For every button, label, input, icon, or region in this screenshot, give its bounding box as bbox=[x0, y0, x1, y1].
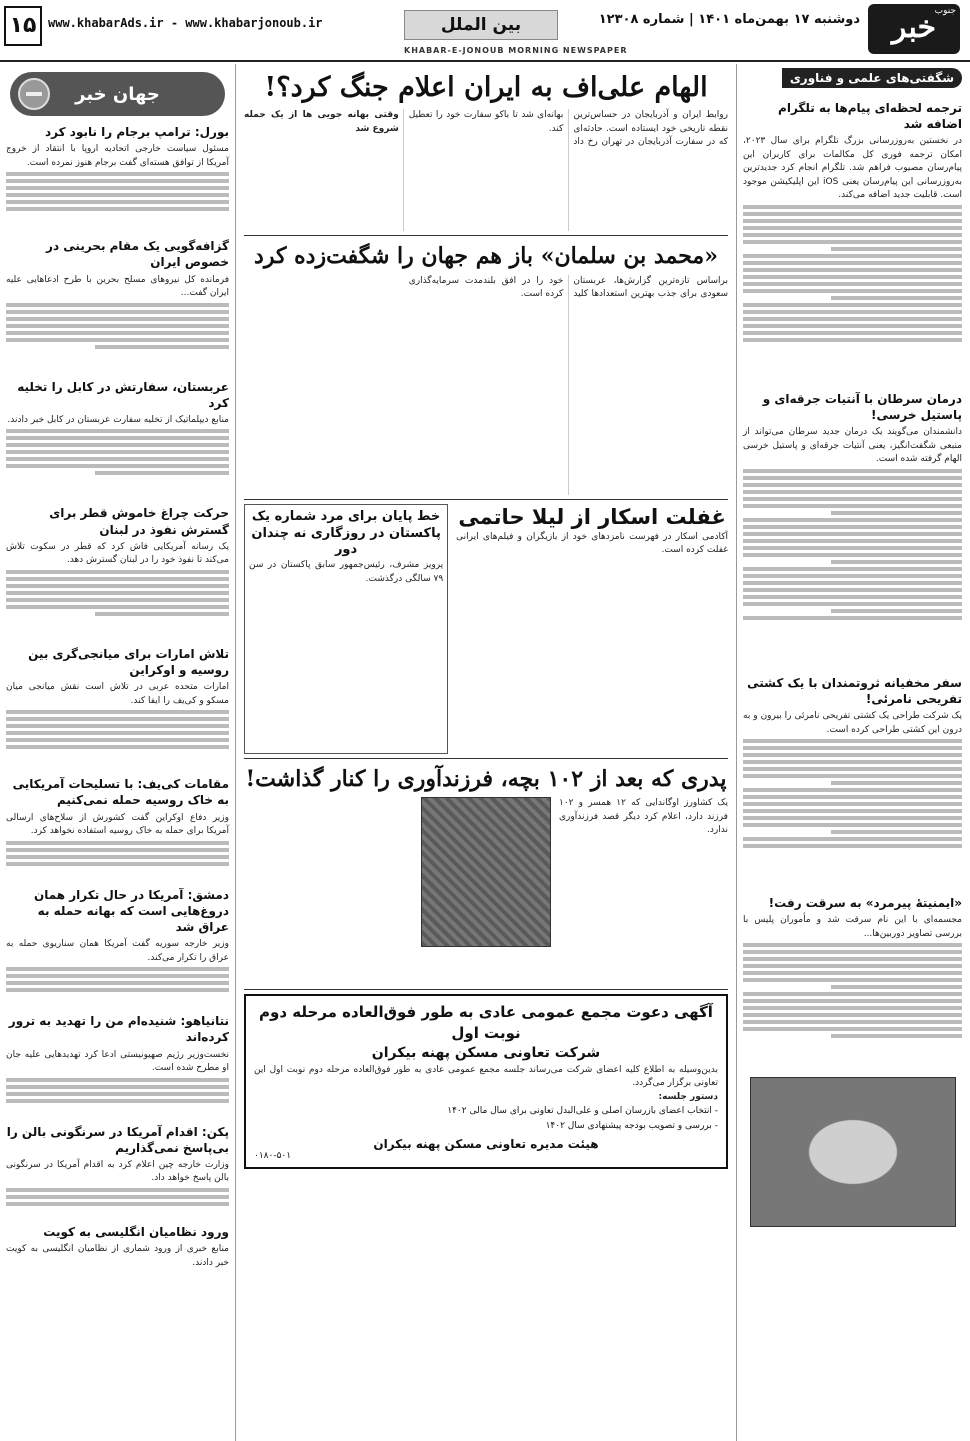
text-line bbox=[743, 303, 962, 307]
text-line bbox=[743, 219, 962, 223]
divider bbox=[244, 758, 728, 759]
text-line bbox=[6, 745, 229, 749]
text-line bbox=[6, 570, 229, 574]
middle-column bbox=[244, 64, 728, 1441]
text-line bbox=[6, 591, 229, 595]
story5-headline: پدری که بعد از ۱۰۲ بچه، فرزندآوری را کنار گذاشت! bbox=[245, 765, 727, 792]
text-line bbox=[6, 967, 229, 971]
paper-name-en: KHABAR-E-JONOUB MORNING NEWSPAPER bbox=[404, 46, 628, 55]
text-line bbox=[6, 724, 229, 728]
text-line bbox=[6, 717, 229, 721]
text-line bbox=[831, 511, 962, 515]
text-line bbox=[6, 710, 229, 714]
text-line bbox=[743, 574, 962, 578]
ad-title: آگهی دعوت مجمع عمومی عادی به طور فوق‌العاده مرحله دوم نوبت اول bbox=[259, 1003, 713, 1043]
ad-intro: بدین‌وسیله به اطلاع کلیه اعضای شرکت می‌رساند جلسه مجمع عمومی عادی به طور فوق‌العاده مرحله دوم نوبت اول این تعاونی برگزار می‌گردد. bbox=[254, 1064, 718, 1089]
news-lead: وزیر خارجه سوریه گفت آمریکا همان سناریوی حمله به عراق را تکرار می‌کند. bbox=[6, 939, 229, 963]
text-line bbox=[743, 844, 962, 848]
news-title: پکن: اقدام آمریکا در سرنگونی بالن را بی‌پاسخ نمی‌گذاریم bbox=[6, 1124, 229, 1155]
text-line bbox=[6, 1188, 229, 1192]
story3-lead: آکادمی اسکار در فهرست نامزدهای خود از بازیگران و فیلم‌های ایرانی غفلت کرده است. bbox=[456, 531, 728, 556]
text-line bbox=[6, 1078, 229, 1082]
news-title: بورل: ترامپ برجام را نابود کرد bbox=[45, 125, 229, 139]
left-column bbox=[6, 64, 236, 1441]
ad-signature: هیئت مدیره تعاونی مسکن پهنه بیکران bbox=[373, 1137, 599, 1152]
text-line bbox=[743, 971, 962, 975]
article-lead: در نخستین به‌روزرسانی بزرگ تلگرام برای سال ۲۰۲۳، امکان ترجمه فوری کل مکالمات برای کاربران این پیام‌رسان مصیوب فراهم شد. تلگرام انجام کرد جدیدترین به‌روزرسانی این پیام‌رسان یعنی iOS این اپلیکیشن موجود است. قابلیت جدید اضافه می‌کند. bbox=[743, 136, 962, 201]
article-lead: یک شرکت طراحی یک کشتی تفریحی نامرئی را بیرون و به درون این کشتی طراحی کرده است. bbox=[743, 711, 962, 735]
text-line bbox=[743, 532, 962, 536]
globe-icon bbox=[18, 78, 50, 110]
text-line bbox=[743, 518, 962, 522]
ad-code: ۰۱۸۰-۵۰۱ bbox=[254, 1151, 292, 1162]
story5-row bbox=[244, 797, 728, 985]
news-lead: امارات متحده عربی در تلاش است نقش میانجی میان مسکو و کی‌یف را ایفا کند. bbox=[6, 682, 229, 706]
text-line bbox=[6, 457, 229, 461]
text-line bbox=[743, 739, 962, 743]
text-line bbox=[6, 310, 229, 314]
news-lead: یک رسانه آمریکایی فاش کرد که قطر در سکوت تلاش می‌کند تا نفوذ خود را در لبنان گسترش دهد. bbox=[6, 541, 229, 566]
text-line bbox=[743, 205, 962, 209]
story1-lead: روابط ایران و آذربایجان در حساس‌ترین نقطه تاریخی خود ایستاده است. حادثه‌ای که در سفارت آذربایجان در تهران رخ داد بهانه‌ای شد تا باکو سفارت خود را تعطیل کند. bbox=[408, 110, 728, 148]
text-line bbox=[6, 731, 229, 735]
news-lead: مسئول سیاست خارجی اتحادیه اروپا با انتقاد از خروج آمریکا از توافق هسته‌ای گفت برجام هنوز نمرده است. bbox=[6, 144, 229, 168]
text-line bbox=[6, 577, 229, 581]
text-line bbox=[6, 436, 229, 440]
text-line bbox=[6, 855, 229, 859]
text-line bbox=[6, 584, 229, 588]
text-line bbox=[95, 471, 229, 475]
text-line bbox=[743, 746, 962, 750]
text-line bbox=[6, 1195, 229, 1199]
text-line bbox=[95, 612, 229, 616]
text-line bbox=[6, 200, 229, 204]
ad-agenda-item: - انتخاب اعضای بازرسان اصلی و علی‌البدل تعاونی برای سال مالی ۱۴۰۲ bbox=[447, 1106, 718, 1117]
text-line bbox=[743, 767, 962, 771]
text-line bbox=[743, 616, 962, 620]
news-lead: فرمانده کل نیروهای مسلح بحرین با طرح ادعاهایی علیه ایران گفت... bbox=[6, 274, 229, 299]
story2-headline: «محمد بن سلمان» باز هم جهان را شگفت‌زده کرد bbox=[254, 243, 718, 270]
ad-agenda-item: - بررسی و تصویب بودجه پیشنهادی سال ۱۴۰۲ bbox=[545, 1120, 718, 1131]
divider bbox=[244, 499, 728, 500]
text-line bbox=[6, 207, 229, 211]
story4 bbox=[244, 504, 448, 754]
logo-text: خبر bbox=[891, 10, 937, 45]
text-line bbox=[743, 226, 962, 230]
text-line bbox=[743, 240, 962, 244]
text-line bbox=[831, 560, 962, 564]
notice-ad bbox=[244, 994, 728, 1169]
text-line bbox=[743, 795, 962, 799]
page-number: ۱۵ bbox=[4, 6, 42, 46]
family-photo bbox=[421, 797, 551, 947]
main-headline: الهام علی‌اف به ایران اعلام جنگ کرد؟! bbox=[264, 72, 708, 103]
news-title: گزافه‌گویی یک مقام بحرینی در خصوص ایران bbox=[46, 239, 229, 270]
story2-body bbox=[244, 275, 728, 495]
text-line bbox=[743, 497, 962, 501]
text-line bbox=[831, 781, 962, 785]
text-line bbox=[743, 483, 962, 487]
story1-body bbox=[244, 109, 728, 231]
text-line bbox=[743, 539, 962, 543]
ad-agenda-label: دستور جلسه: bbox=[658, 1091, 718, 1102]
text-line bbox=[743, 581, 962, 585]
news-body-text bbox=[6, 965, 229, 1005]
science-section-tag: شگفتی‌های علمی و فناوری bbox=[782, 68, 962, 88]
right-column bbox=[736, 64, 962, 1441]
text-line bbox=[6, 1099, 229, 1103]
news-body-text bbox=[6, 427, 229, 497]
text-line bbox=[6, 172, 229, 176]
issue-line: دوشنبه ۱۷ بهمن‌ماه ۱۴۰۱ | شماره ۱۲۳۰۸ bbox=[598, 12, 860, 27]
text-line bbox=[6, 303, 229, 307]
site-urls[interactable]: www.khabarAds.ir - www.khabarjonoub.ir bbox=[48, 16, 323, 30]
article-body-text bbox=[743, 467, 962, 667]
text-line bbox=[6, 981, 229, 985]
text-line bbox=[6, 1202, 229, 1206]
story2-lead: براساس تازه‌ترین گزارش‌ها، عربستان سعودی برای جذب بهترین استعدادها کلید خود را در افق بلند‌مدت سرمایه‌گذاری کرده است. bbox=[408, 275, 728, 300]
text-line bbox=[6, 443, 229, 447]
text-line bbox=[743, 802, 962, 806]
text-line bbox=[743, 1020, 962, 1024]
story5-text bbox=[559, 797, 728, 985]
text-line bbox=[743, 602, 962, 606]
news-title: حرکت چراغ خاموش قطر برای گسترش نفوذ در لبنان bbox=[49, 506, 229, 537]
article-title: سفر مخفیانه ثروتمندان با یک کشتی تفریحی نامرئی! bbox=[747, 675, 962, 706]
text-line bbox=[743, 289, 962, 293]
news-lead: منابع دیپلماتیک از تخلیه سفارت عربستان در کابل خبر دادند. bbox=[7, 414, 229, 425]
text-line bbox=[831, 1034, 962, 1038]
text-line bbox=[6, 450, 229, 454]
text-line bbox=[6, 186, 229, 190]
text-line bbox=[743, 261, 962, 265]
news-body-text bbox=[6, 301, 229, 371]
text-line bbox=[743, 1013, 962, 1017]
text-line bbox=[6, 324, 229, 328]
text-line bbox=[831, 247, 962, 251]
article-body-text bbox=[743, 941, 962, 1071]
news-lead: نخست‌وزیر رژیم صهیونیستی ادعا کرد تهدیدهایی علیه جان او مطرح شده است. bbox=[6, 1049, 229, 1073]
text-line bbox=[743, 324, 962, 328]
text-line bbox=[743, 1006, 962, 1010]
text-line bbox=[6, 841, 229, 845]
text-line bbox=[743, 546, 962, 550]
text-line bbox=[743, 957, 962, 961]
text-line bbox=[743, 476, 962, 480]
logo-small-text: جنوب bbox=[934, 6, 956, 16]
masthead bbox=[0, 0, 970, 62]
text-line bbox=[743, 992, 962, 996]
news-title: دمشق: آمریکا در حال تکرار همان دروغ‌هایی است که بهانه حمله به عراق شد bbox=[33, 887, 229, 934]
text-line bbox=[6, 179, 229, 183]
text-line bbox=[743, 774, 962, 778]
text-line bbox=[743, 964, 962, 968]
story1-box-title: وقتی بهانه جویی ها از یک حمله شروع شد bbox=[244, 110, 399, 134]
text-line bbox=[743, 816, 962, 820]
article-title: «ایمنیتهٔ پیرمرد» به سرقت رفت! bbox=[768, 896, 962, 911]
text-line bbox=[743, 525, 962, 529]
story4-headline: خط پایان برای مرد شماره یک پاکستان در روزگاری نه چندان دور bbox=[251, 508, 441, 558]
text-line bbox=[743, 567, 962, 571]
text-line bbox=[743, 504, 962, 508]
text-line bbox=[743, 943, 962, 947]
text-line bbox=[6, 988, 229, 992]
story3-4-row bbox=[244, 504, 728, 754]
text-line bbox=[743, 760, 962, 764]
ad-subtitle: شرکت تعاونی مسکن پهنه بیکران bbox=[371, 1045, 601, 1062]
article-lead: مجسمه‌ای با این نام سرقت شد و مأموران پلیس با بررسی تصاویر دوربین‌ها... bbox=[743, 915, 962, 939]
text-line bbox=[743, 823, 962, 827]
text-line bbox=[6, 974, 229, 978]
text-line bbox=[743, 254, 962, 258]
news-title: مقامات کی‌یف: با تسلیحات آمریکایی به خاک روسیه حمله نمی‌کنیم bbox=[12, 777, 229, 808]
text-line bbox=[6, 429, 229, 433]
text-line bbox=[743, 268, 962, 272]
text-line bbox=[743, 588, 962, 592]
text-line bbox=[743, 338, 962, 342]
news-body-text bbox=[6, 1076, 229, 1116]
text-line bbox=[743, 282, 962, 286]
news-title: ورود نظامیان انگلیسی به کویت bbox=[43, 1224, 229, 1239]
text-line bbox=[6, 738, 229, 742]
article-body-text bbox=[743, 737, 962, 887]
text-line bbox=[831, 985, 962, 989]
world-news-label: جهان خبر bbox=[75, 83, 160, 105]
text-line bbox=[743, 1027, 962, 1031]
text-line bbox=[831, 830, 962, 834]
news-body-text bbox=[6, 170, 229, 230]
text-line bbox=[831, 296, 962, 300]
story3-headline: غفلت اسکار از لیلا حاتمی bbox=[458, 504, 726, 529]
article-title: درمان سرطان با آنتیات جرقه‌ای و پاستیل خرسی! bbox=[762, 391, 962, 423]
story5-lead: یک کشاورز اوگاندایی که ۱۲ همسر و ۱۰۲ فرزند دارد، اعلام کرد دیگر قصد فرزندآوری ندارد. bbox=[559, 798, 728, 836]
story5-text-more bbox=[244, 797, 413, 985]
text-line bbox=[6, 331, 229, 335]
world-news-tag bbox=[10, 72, 225, 116]
section-title: بین الملل bbox=[404, 10, 558, 40]
text-line bbox=[743, 837, 962, 841]
paper-logo bbox=[868, 4, 960, 54]
text-line bbox=[743, 809, 962, 813]
text-line bbox=[6, 338, 229, 342]
news-lead: وزیر دفاع اوکراین گفت کشورش از سلاح‌های ارسالی آمریکا برای حمله به خاک روسیه استفاده نخواهد کرد. bbox=[6, 812, 229, 837]
text-line bbox=[743, 317, 962, 321]
divider bbox=[244, 989, 728, 990]
text-line bbox=[743, 553, 962, 557]
news-lead: منابع خبری از ورود شماری از نظامیان انگلیسی به کویت خبر دادند. bbox=[6, 1244, 229, 1268]
text-line bbox=[6, 598, 229, 602]
text-line bbox=[6, 193, 229, 197]
text-line bbox=[743, 753, 962, 757]
article-title: ترجمه لحظه‌ای پیام‌ها به تلگرام اضافه شد bbox=[778, 101, 962, 132]
text-line bbox=[95, 345, 229, 349]
text-line bbox=[743, 788, 962, 792]
text-line bbox=[743, 999, 962, 1003]
article-lead: دانشمندان می‌گویند یک درمان جدید سرطان می‌تواند از منبعی شگفت‌انگیز، یعنی آنتیات جرقه‌ای و پاستیل خرسی الهام گرفته شده است. bbox=[743, 427, 962, 465]
news-body-text bbox=[6, 1186, 229, 1216]
article-body-text bbox=[743, 203, 962, 383]
text-line bbox=[743, 595, 962, 599]
text-line bbox=[6, 1092, 229, 1096]
text-line bbox=[743, 469, 962, 473]
text-line bbox=[6, 862, 229, 866]
story4-lead: پرویز مشرف، رئیس‌جمهور سابق پاکستان در سن ۷۹ سالگی درگذشت. bbox=[249, 560, 444, 584]
text-line bbox=[6, 317, 229, 321]
news-lead: وزارت خارجه چین اعلام کرد به اقدام آمریکا در سرنگونی بالن پاسخ خواهد داد. bbox=[6, 1159, 229, 1184]
news-title: نتانیاهو: شنیده‌ام من را تهدید به ترور کرده‌اند bbox=[8, 1014, 229, 1045]
text-line bbox=[6, 605, 229, 609]
news-body-text bbox=[6, 568, 229, 638]
text-line bbox=[831, 609, 962, 613]
text-line bbox=[743, 233, 962, 237]
text-line bbox=[743, 275, 962, 279]
ad-agenda bbox=[254, 1104, 718, 1133]
divider bbox=[244, 235, 728, 236]
text-line bbox=[6, 464, 229, 468]
text-line bbox=[743, 310, 962, 314]
text-line bbox=[743, 331, 962, 335]
news-body-text bbox=[6, 708, 229, 768]
news-body-text bbox=[6, 839, 229, 879]
text-line bbox=[743, 490, 962, 494]
news-title: عربستان، سفارتش در کابل را تخلیه کرد bbox=[17, 379, 229, 410]
news-title: تلاش امارات برای میانجی‌گری بین روسیه و اوکراین bbox=[28, 646, 229, 677]
text-line bbox=[6, 848, 229, 852]
phone-photo bbox=[750, 1077, 956, 1227]
text-line bbox=[743, 978, 962, 982]
text-line bbox=[743, 212, 962, 216]
text-line bbox=[6, 1085, 229, 1089]
story3 bbox=[456, 504, 728, 754]
text-line bbox=[743, 950, 962, 954]
